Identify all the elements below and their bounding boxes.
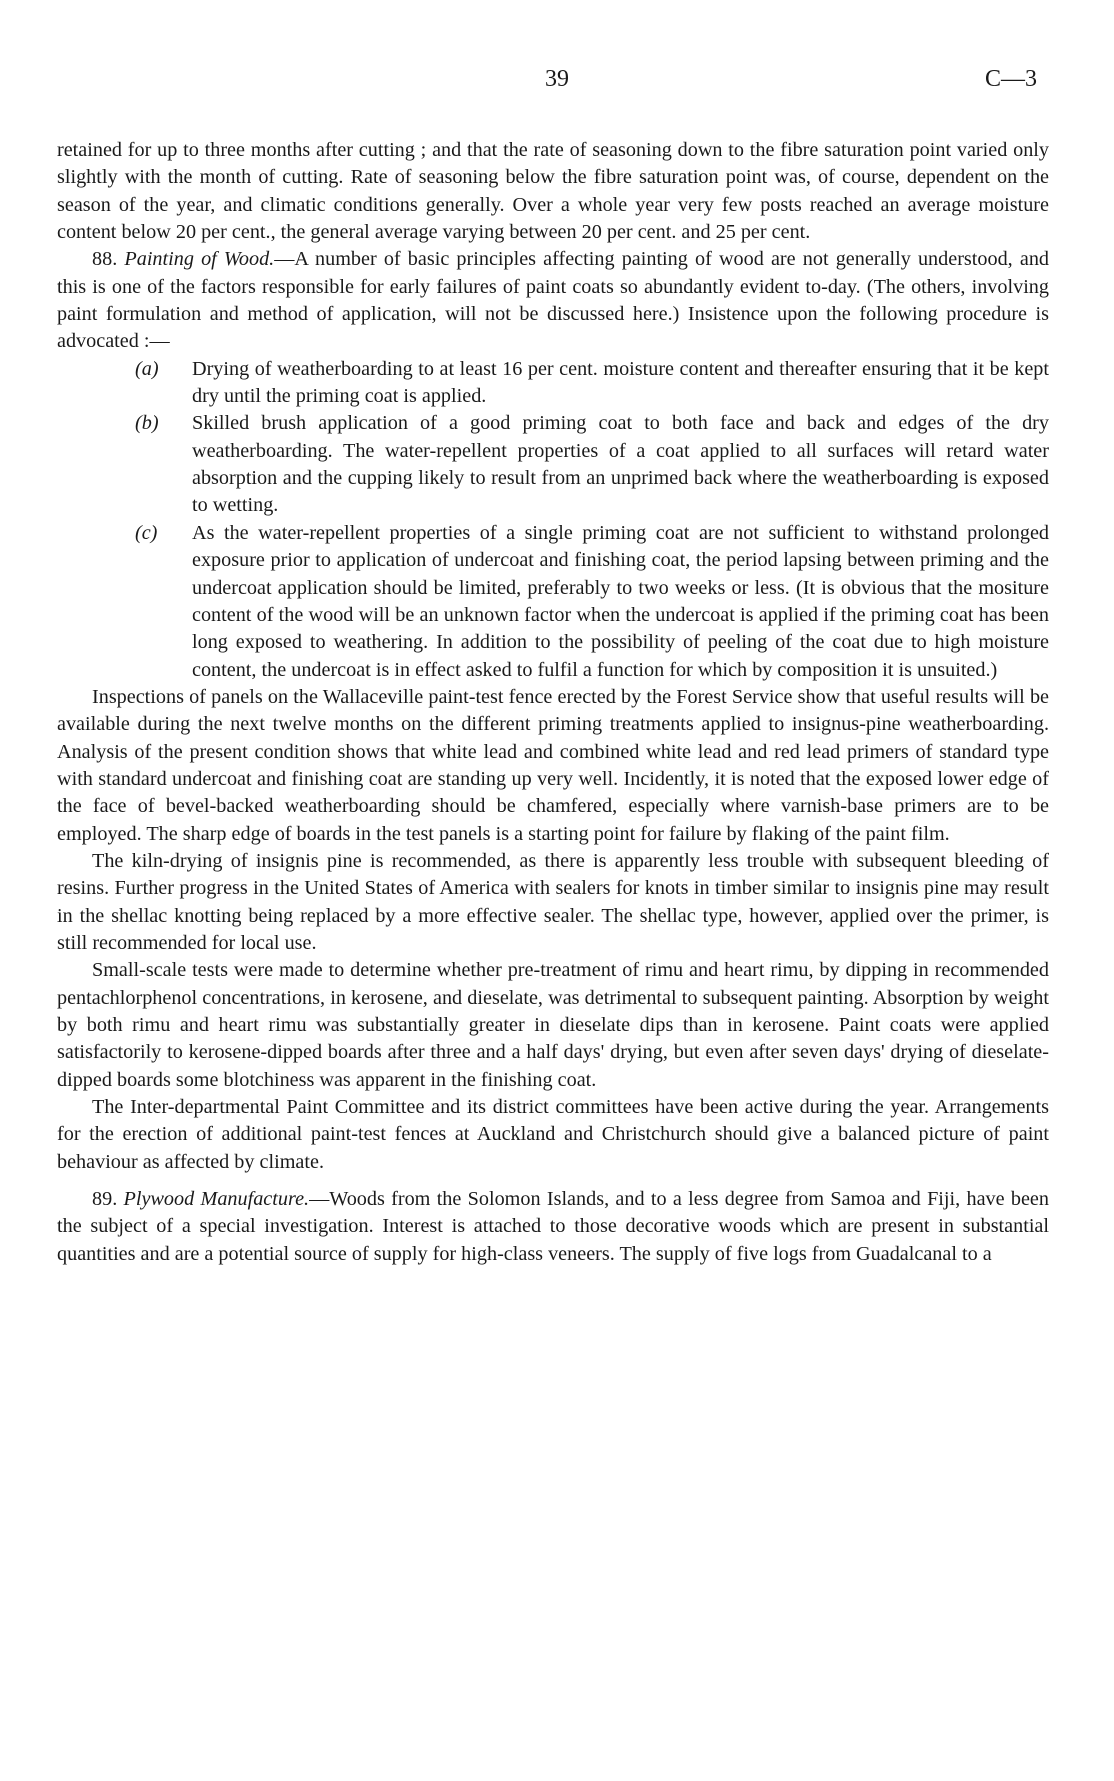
report-code: C—3 [985,66,1038,92]
item-a-marker: (a) [135,357,159,380]
item-b-marker: (b) [135,412,159,435]
item-c-marker: (c) [135,521,158,544]
section-88-title: Painting of Wood. [124,248,275,271]
item-a-text: Drying of weatherboarding to at least 16 per cent. moisture content and thereafter ensuring that it be kept dry until the priming coat is applied. [192,357,1049,408]
section-89-text: —Woods from the Solomon Islands, and to a less degree from Samoa and Fiji, have been the subject of a special investigation. Interest is attached to those decorative woods which are present in substantial quantities and are a potential source of supply for high-class veneers. The supply of five logs from Guadalcanal to a [57,1188,1049,1265]
section-88-paragraph [57,246,1049,355]
procedure-item-c [57,520,1049,684]
paragraph-kiln-drying: The kiln-drying of insignis pine is recommended, as there is apparently less trouble with subsequent bleeding of resins. Further progress in the United States of America with sealers for knots in timber similar to insignis pine may result in the shellac knotting being replaced by a more effective sealer. The shellac type, however, applied over the primer, is still recommended for local use. [57,849,1049,954]
paragraph-inspections: Inspections of panels on the Wallaceville paint-test fence erected by the Forest Service show that useful results will be available during the next twelve months on the different priming treatments applied to insignus-pine weatherboarding. Analysis of the present condition shows that white lead and combined white lead and red lead primers of standard type with standard undercoat and finishing coat are standing up very well. Incidently, it is noted that the exposed lower edge of the face of bevel-backed weatherboarding should be chamfered, especially where varnish-base primers are to be employed. The sharp edge of boards in the test panels is a starting point for failure by flaking of the paint film. [57,685,1049,845]
item-b-text: Skilled brush application of a good priming coat to both face and back and edges of the dry weatherboarding. The water-repellent properties of a coat applied to all surfaces will retard water absorption and the cupping likely to result from an unprimed back where the weatherboarding is exposed to wetting. [192,412,1049,517]
section-88-text: —A number of basic principles affecting painting of wood are not generally understood, and this is one of the factors responsible for early failures of paint coats so abundantly evident to-day. (The others, involving paint formulation and method of application, will not be discussed here.) Insistence upon the following procedure is advocated :— [57,248,1050,353]
paragraph-paint-committee: The Inter-departmental Paint Committee and its district committees have been active during the year. Arrangements for the erection of additional paint-test fences at Auckland and Christchurch should give a balanced picture of paint behaviour as affected by climate. [57,1096,1049,1173]
procedure-item-a [57,356,1049,411]
section-88-number: 88. [92,248,118,271]
page-header [0,66,1114,100]
procedure-item-b [57,410,1049,519]
section-89-number: 89. [92,1188,118,1211]
paragraph-small-scale-tests: Small-scale tests were made to determine whether pre-treatment of rimu and heart rimu, by dipping in recommended pentachlorphenol concentrations, in kerosene, and dieselate, was detrimental to subsequent painting. Absorption by weight by both rimu and heart rimu was substantially greater in dieselate dips than in kerosene. Paint coats were applied satisfactorily to kerosene-dipped boards after three and a half days' drying, but even after seven days' drying of dieselate-dipped boards some blotchiness was apparent in the finishing coat. [57,959,1049,1091]
section-89-paragraph [57,1186,1049,1268]
item-c-text: As the water-repellent properties of a single priming coat are not sufficient to withstand prolonged exposure prior to application of undercoat and finishing coat, the period lapsing between priming and the undercoat application should be limited, preferably to two weeks or less. (It is obvious that the mositure content of the wood will be an unknown factor when the undercoat is applied if the priming coat has been long exposed to weathering. In addition to the possibility of peeling of the coat due to high moisture content, the undercoat is in effect asked to fulfil a function for which by composition it is unsuited.) [192,521,1049,681]
paragraph-continued: retained for up to three months after cutting ; and that the rate of seasoning down to the fibre saturation point varied only slightly with the month of cutting. Rate of seasoning below the fibre saturation point was, of course, dependent on the season of the year, and climatic conditions generally. Over a whole year very few posts reached an average moisture content below 20 per cent., the general average varying between 20 per cent. and 25 per cent. [57,139,1049,244]
body-text [57,137,1049,1268]
section-89-title: Plywood Manufacture. [123,1188,310,1211]
page-number: 39 [545,66,569,92]
